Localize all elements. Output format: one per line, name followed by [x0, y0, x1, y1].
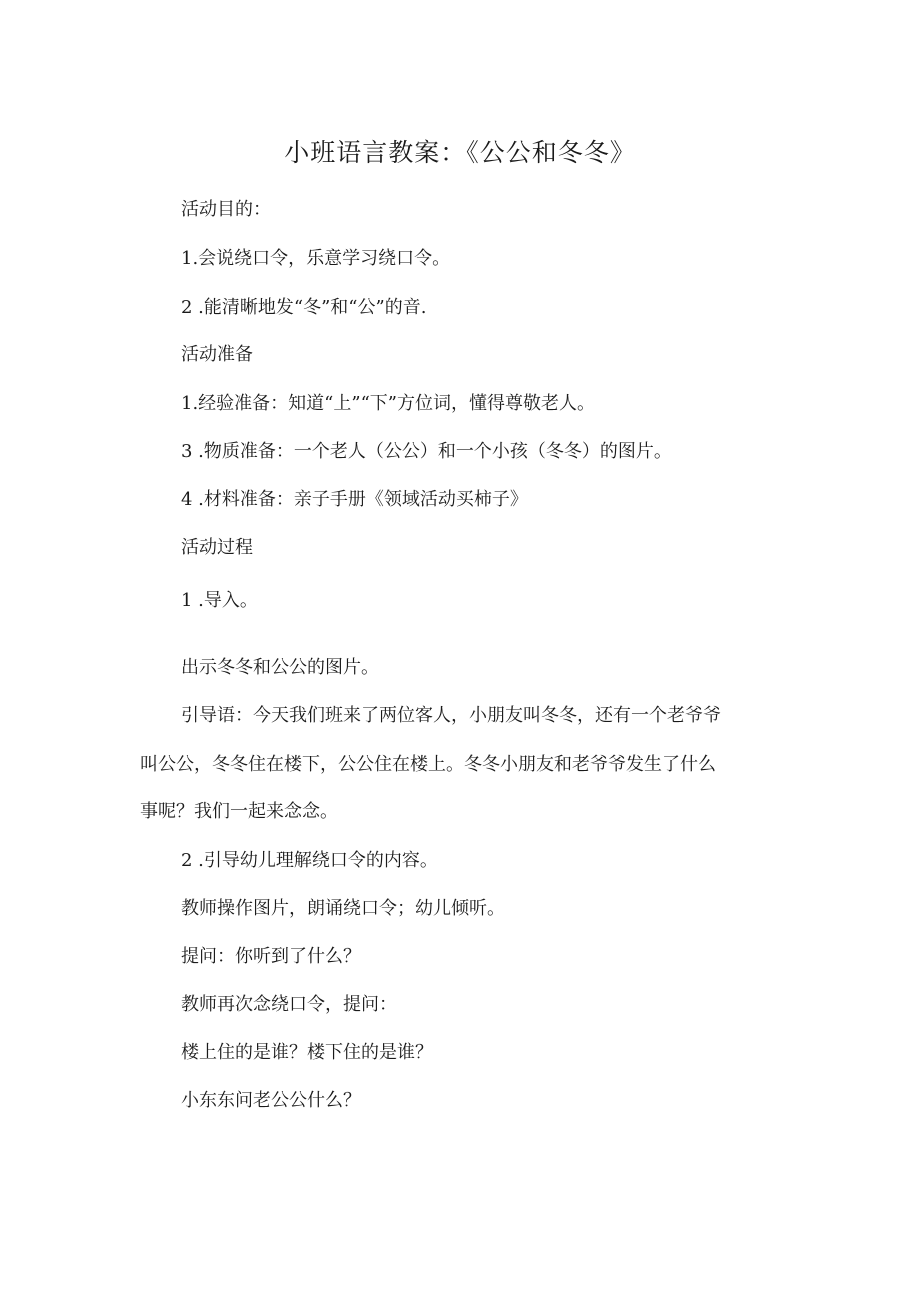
section-heading-process: 活动过程: [181, 537, 253, 558]
preparation-item-1: 1.经验准备：知道“上”“下”方位词，懂得尊敬老人。: [181, 393, 595, 414]
paragraph-question-3: 小东东问老公公什么？: [181, 1090, 361, 1111]
process-step-2: 2 .引导幼儿理解绕口令的内容。: [181, 850, 438, 871]
preparation-item-3: 4 .材料准备：亲子手册《领域活动买柿子》: [181, 489, 528, 510]
section-heading-objectives: 活动目的：: [181, 199, 271, 220]
objective-item-1: 1.会说绕口令，乐意学习绕口令。: [181, 248, 451, 269]
paragraph-guide-line-2: 叫公公，冬冬住在楼下，公公住在楼上。冬冬小朋友和老爷爷发生了什么: [140, 754, 716, 775]
paragraph-guide-line-3: 事呢？我们一起来念念。: [140, 801, 338, 822]
paragraph-question-2: 楼上住的是谁？楼下住的是谁？: [181, 1042, 433, 1063]
section-heading-preparation: 活动准备: [181, 344, 253, 365]
preparation-item-2: 3 .物质准备：一个老人（公公）和一个小孩（冬冬）的图片。: [181, 441, 672, 462]
objective-item-2: 2 .能清晰地发“冬”和“公”的音.: [181, 297, 427, 318]
document-title: 小班语言教案：《公公和冬冬》: [284, 138, 636, 167]
process-step-1: 1 .导入。: [181, 590, 258, 611]
paragraph-teacher-operates: 教师操作图片，朗诵绕口令；幼儿倾听。: [181, 898, 505, 919]
paragraph-teacher-recites: 教师再次念绕口令，提问：: [181, 994, 397, 1015]
paragraph-question-1: 提问：你听到了什么？: [181, 946, 361, 967]
paragraph-guide-line-1: 引导语：今天我们班来了两位客人，小朋友叫冬冬，还有一个老爷爷: [181, 705, 721, 726]
paragraph-show-pictures: 出示冬冬和公公的图片。: [181, 657, 379, 678]
